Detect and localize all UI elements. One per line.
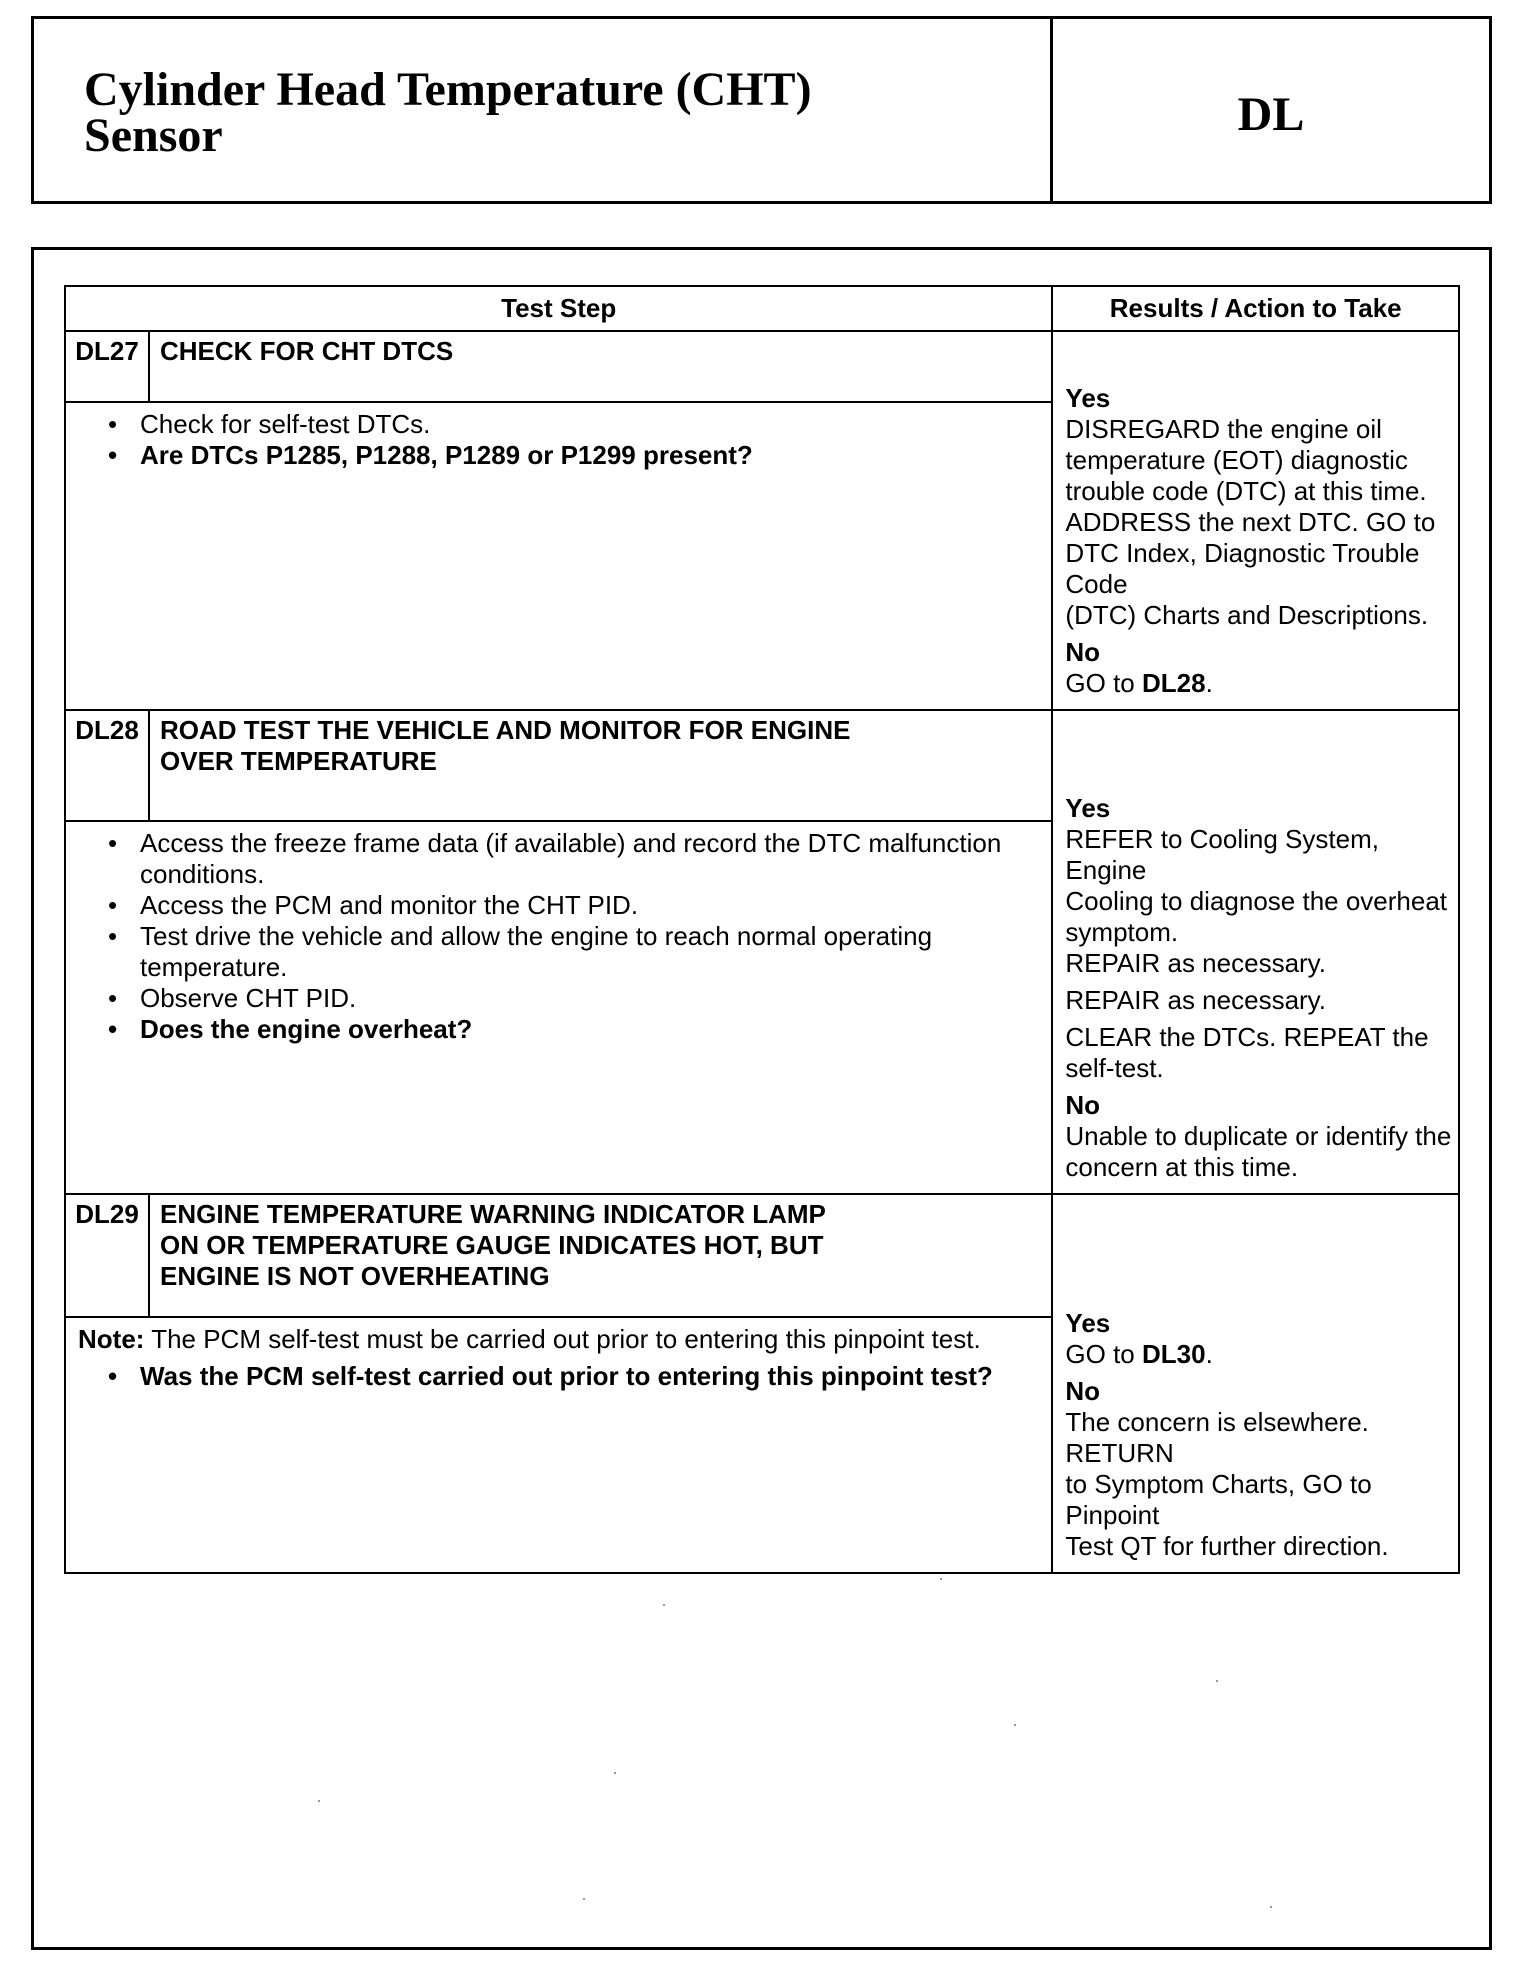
- result-text-line: The concern is elsewhere. RETURN: [1065, 1407, 1369, 1468]
- result-text-line: self-test.: [1065, 1053, 1164, 1083]
- step-title: [149, 710, 1052, 821]
- result-block: [1065, 793, 1456, 979]
- step-title-line: OVER TEMPERATURE: [160, 746, 437, 776]
- step-instruction: • Test drive the vehicle and allow the engine to reach normal operating temperature.: [108, 921, 1037, 983]
- result-label: No: [1065, 637, 1101, 667]
- step-id: DL29: [65, 1194, 149, 1317]
- step-question: • Does the engine overheat?: [108, 1014, 1037, 1045]
- step-note: [78, 1324, 1037, 1355]
- result-label: Yes: [1065, 1308, 1111, 1338]
- page-title-line2: Sensor: [84, 109, 223, 162]
- result-block: [1065, 1308, 1456, 1370]
- scan-speck: [583, 1898, 585, 1900]
- result-block: [1065, 1376, 1456, 1562]
- step-title: [149, 331, 1052, 402]
- goto-suffix: .: [1205, 1339, 1213, 1369]
- step-bullet-list: [78, 1361, 1037, 1392]
- goto-prefix: GO to: [1065, 668, 1142, 698]
- goto-target-link: DL28: [1141, 668, 1206, 698]
- note-text: The PCM self-test must be carried out prior to entering this pinpoint test.: [144, 1324, 981, 1354]
- result-goto: [1065, 668, 1456, 699]
- scan-speck: [614, 1772, 616, 1774]
- result-block: [1065, 637, 1456, 699]
- step-results: [1052, 331, 1459, 710]
- scan-speck: [1014, 1724, 1016, 1726]
- result-block: [1065, 1090, 1456, 1183]
- step-body: [65, 821, 1052, 1194]
- result-block: [1065, 1022, 1456, 1084]
- note-label: Note:: [78, 1324, 145, 1354]
- result-text-line: trouble code (DTC) at this time.: [1065, 476, 1427, 506]
- result-text-line: REFER to Cooling System, Engine: [1065, 824, 1379, 885]
- step-id: DL28: [65, 710, 149, 821]
- result-block: [1065, 985, 1456, 1016]
- scan-speck: [1270, 1906, 1272, 1908]
- step-title-line: ROAD TEST THE VEHICLE AND MONITOR FOR ENGINE: [160, 715, 851, 745]
- result-text-line: ADDRESS the next DTC. GO to: [1065, 507, 1436, 537]
- result-text-line: DTC Index, Diagnostic Trouble Code: [1065, 538, 1420, 599]
- step-instruction: • Check for self-test DTCs.: [108, 409, 1037, 440]
- result-text-line: CLEAR the DTCs. REPEAT the: [1065, 1022, 1429, 1052]
- result-label: No: [1065, 1090, 1101, 1120]
- step-bullet-list: [78, 409, 1037, 471]
- step-results: [1052, 1194, 1459, 1573]
- goto-prefix: GO to: [1065, 1339, 1142, 1369]
- step-body: [65, 402, 1052, 710]
- column-header-results: Results / Action to Take: [1052, 286, 1459, 331]
- header-box: [31, 16, 1492, 204]
- result-text-line: temperature (EOT) diagnostic: [1065, 445, 1408, 475]
- scan-speck: [940, 1578, 942, 1580]
- result-label: No: [1065, 1376, 1101, 1406]
- page-title: [34, 19, 1053, 201]
- result-text-line: Cooling to diagnose the overheat: [1065, 886, 1448, 916]
- table-header-row: [65, 286, 1459, 331]
- step-title-line: ENGINE TEMPERATURE WARNING INDICATOR LAMP: [160, 1199, 826, 1229]
- column-header-test-step: Test Step: [65, 286, 1052, 331]
- scan-speck: [663, 1604, 665, 1606]
- result-label: Yes: [1065, 383, 1111, 413]
- step-instruction: • Observe CHT PID.: [108, 983, 1037, 1014]
- step-id: DL27: [65, 331, 149, 402]
- result-text-line: REPAIR as necessary.: [1065, 985, 1326, 1015]
- page-title-line1: Cylinder Head Temperature (CHT): [84, 63, 812, 116]
- result-text-line: concern at this time.: [1065, 1152, 1299, 1182]
- goto-suffix: .: [1205, 668, 1213, 698]
- step-instruction: • Access the freeze frame data (if available) and record the DTC malfunction conditions.: [108, 828, 1037, 890]
- result-text-line: symptom.: [1065, 917, 1179, 947]
- scan-speck: [318, 1800, 320, 1802]
- step-title-row: [65, 710, 1459, 821]
- step-title-row: [65, 331, 1459, 402]
- step-title: [149, 1194, 1052, 1317]
- step-title-line: CHECK FOR CHT DTCS: [160, 336, 454, 366]
- step-question: • Was the PCM self-test carried out prior to entering this pinpoint test?: [108, 1361, 1037, 1392]
- step-title-line: ENGINE IS NOT OVERHEATING: [160, 1261, 550, 1291]
- table-body: [65, 331, 1459, 1573]
- step-title-line: ON OR TEMPERATURE GAUGE INDICATES HOT, BUT: [160, 1230, 824, 1260]
- result-text-line: (DTC) Charts and Descriptions.: [1065, 600, 1429, 630]
- section-code: DL: [1237, 87, 1305, 141]
- result-text-line: Test QT for further direction.: [1065, 1531, 1389, 1561]
- step-question: • Are DTCs P1285, P1288, P1289 or P1299 present?: [108, 440, 1037, 471]
- step-body: [65, 1317, 1052, 1573]
- result-text-line: DISREGARD the engine oil: [1065, 414, 1382, 444]
- pinpoint-test-table: [64, 285, 1460, 1574]
- goto-target-link: DL30: [1141, 1339, 1206, 1369]
- result-text-line: REPAIR as necessary.: [1065, 948, 1326, 978]
- step-results: [1052, 710, 1459, 1194]
- result-text-line: to Symptom Charts, GO to Pinpoint: [1065, 1469, 1372, 1530]
- result-text-line: Unable to duplicate or identify the: [1065, 1121, 1452, 1151]
- step-instruction: • Access the PCM and monitor the CHT PID.: [108, 890, 1037, 921]
- step-bullet-list: [78, 828, 1037, 1045]
- result-block: [1065, 383, 1456, 631]
- scan-speck: [1216, 1680, 1218, 1682]
- result-label: Yes: [1065, 793, 1111, 823]
- result-goto: [1065, 1339, 1456, 1370]
- step-title-row: [65, 1194, 1459, 1317]
